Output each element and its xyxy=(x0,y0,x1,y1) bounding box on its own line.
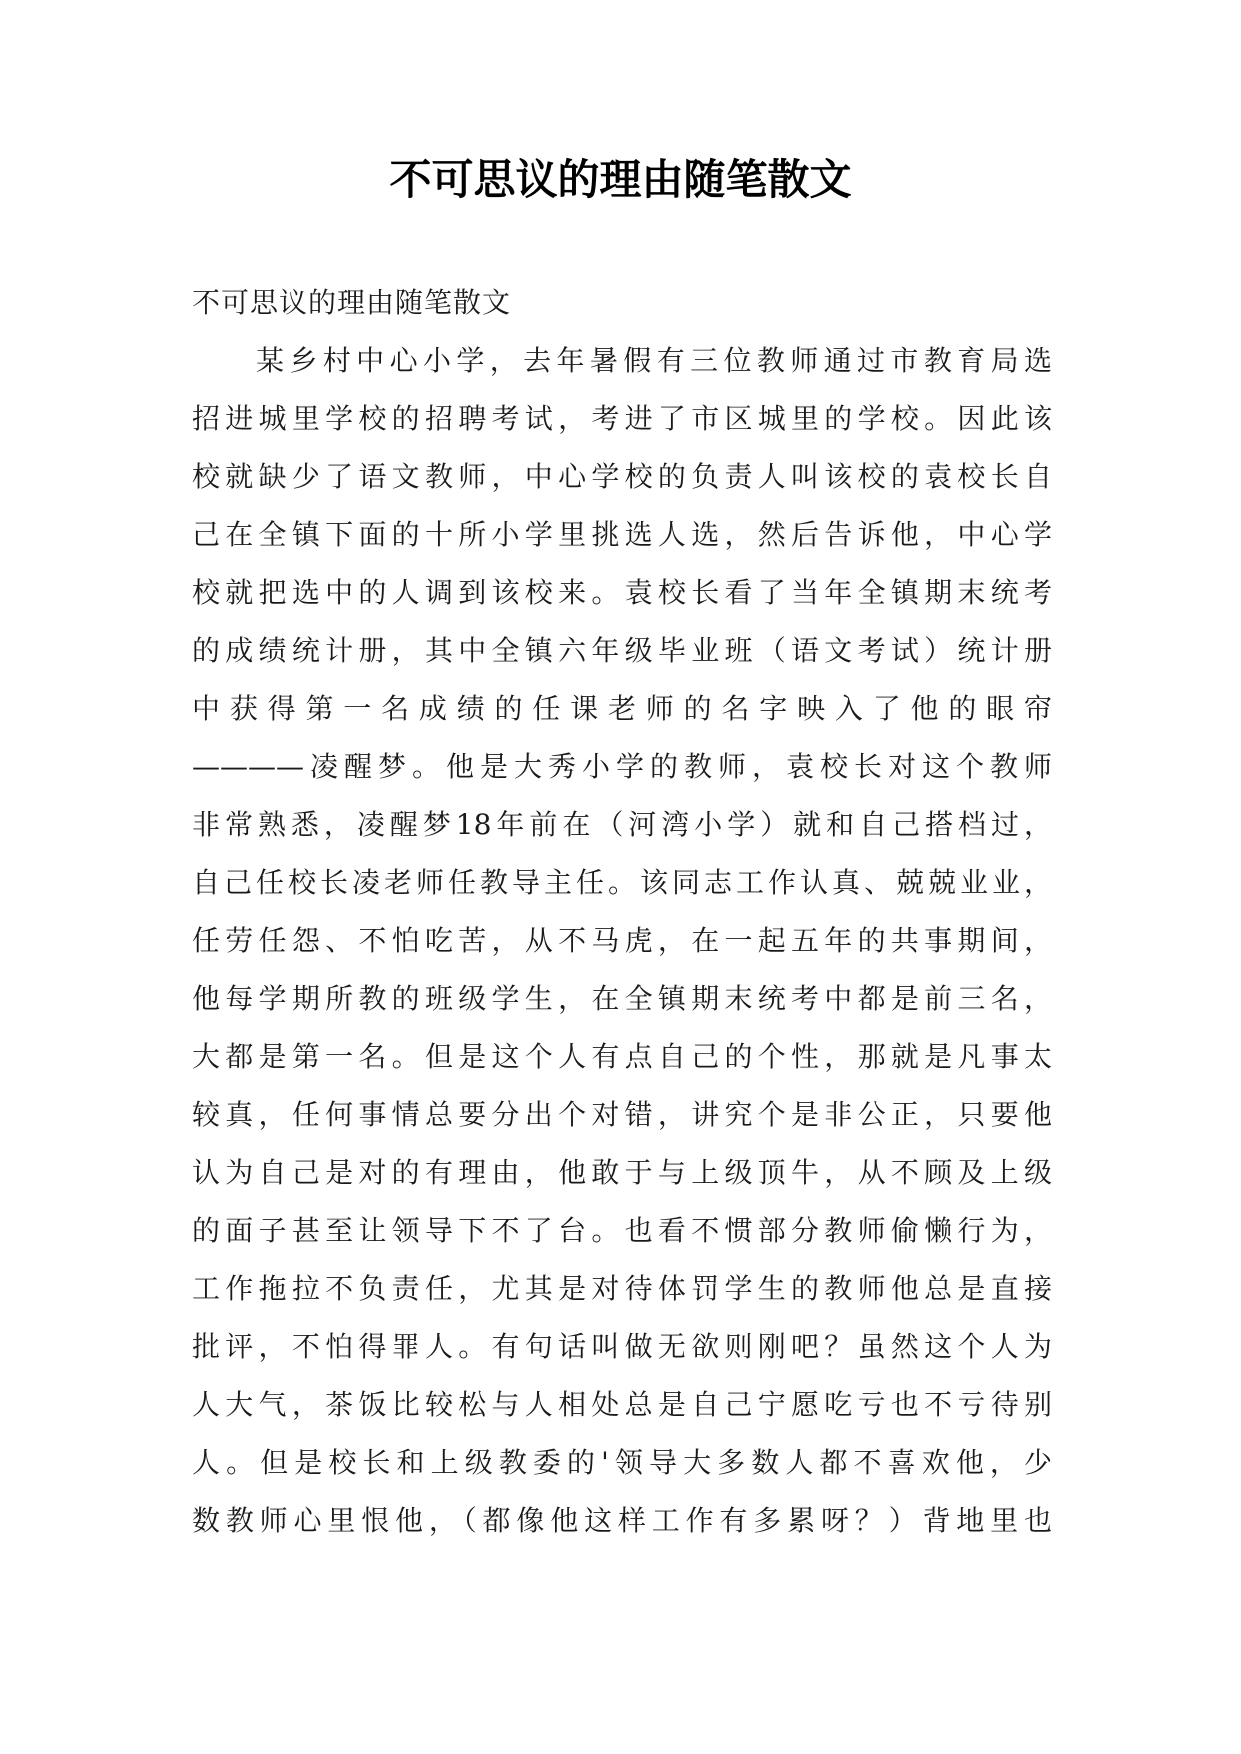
body-line: 的成绩统计册，其中全镇六年级毕业班（语文考试）统计册 xyxy=(192,634,1052,667)
body-line: 人大气，茶饭比较松与人相处总是自己宁愿吃亏也不亏待别 xyxy=(192,1388,1052,1421)
body-line: 的面子甚至让领导下不了台。也看不惯部分教师偷懒行为， xyxy=(192,1214,1052,1247)
body-line: 认为自己是对的有理由，他敢于与上级顶牛，从不顾及上级 xyxy=(192,1156,1052,1189)
body-line: 大都是第一名。但是这个人有点自己的个性，那就是凡事太 xyxy=(192,1040,1052,1073)
body-line: 自己任校长凌老师任教导主任。该同志工作认真、兢兢业业， xyxy=(192,866,1052,899)
body-line: 人。但是校长和上级教委的'领导大多数人都不喜欢他，少 xyxy=(192,1446,1052,1479)
body-line: 任劳任怨、不怕吃苦，从不马虎，在一起五年的共事期间， xyxy=(192,924,1052,957)
body-line: 某乡村中心小学，去年暑假有三位教师通过市教育局选 xyxy=(256,344,1052,377)
body-line: 招进城里学校的招聘考试，考进了市区城里的学校。因此该 xyxy=(192,402,1052,435)
body-line: 非常熟悉，凌醒梦18年前在（河湾小学）就和自己搭档过， xyxy=(192,808,1052,841)
body-line: 工作拖拉不负责任，尤其是对待体罚学生的教师他总是直接 xyxy=(192,1272,1052,1305)
body-line: 批评，不怕得罪人。有句话叫做无欲则刚吧？虽然这个人为 xyxy=(192,1330,1052,1363)
document-title: 不可思议的理由随笔散文 xyxy=(389,155,852,204)
document-subtitle: 不可思议的理由随笔散文 xyxy=(192,286,512,319)
body-line: 他每学期所教的班级学生，在全镇期末统考中都是前三名， xyxy=(192,982,1052,1015)
document-body xyxy=(192,274,1052,1550)
body-line: 中获得第一名成绩的任课老师的名字映入了他的眼帘 xyxy=(192,692,1052,725)
body-line: 较真，任何事情总要分出个对错，讲究个是非公正，只要他 xyxy=(192,1098,1052,1131)
body-line: 数教师心里恨他，（都像他这样工作有多累呀？）背地里也 xyxy=(192,1504,1052,1537)
body-line: 己在全镇下面的十所小学里挑选人选，然后告诉他，中心学 xyxy=(192,518,1052,551)
body-line: 校就缺少了语文教师，中心学校的负责人叫该校的袁校长自 xyxy=(192,460,1052,493)
body-line: 校就把选中的人调到该校来。袁校长看了当年全镇期末统考 xyxy=(192,576,1052,609)
body-line: ————凌醒梦。他是大秀小学的教师，袁校长对这个教师 xyxy=(192,750,1052,783)
